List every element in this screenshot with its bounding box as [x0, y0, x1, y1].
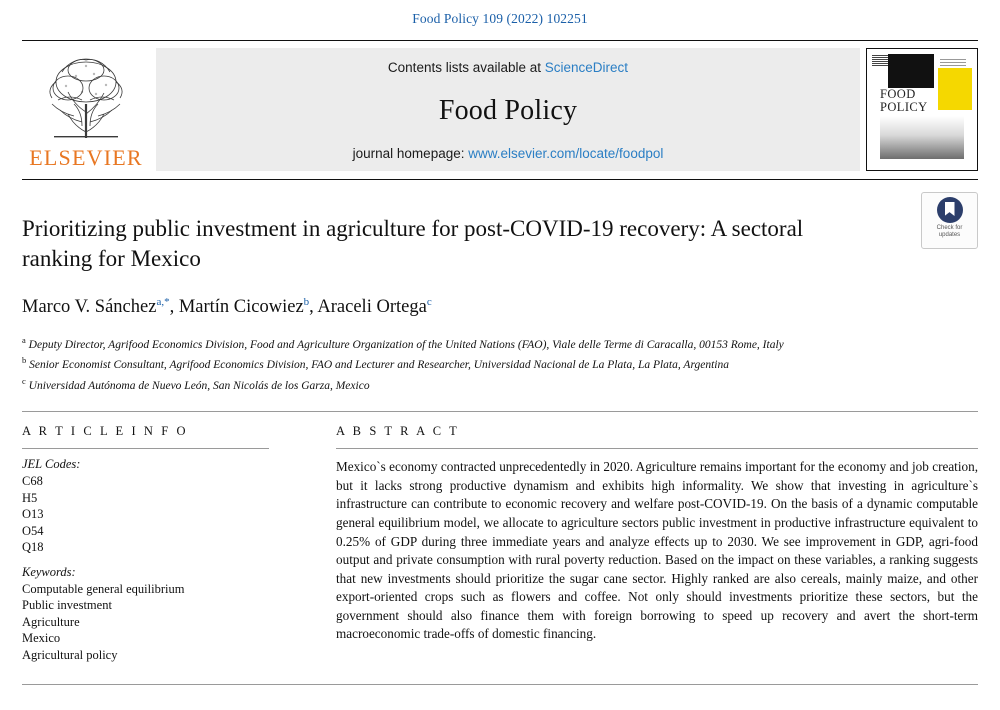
affiliation-list — [22, 333, 978, 394]
affiliation-item — [22, 374, 978, 394]
crossmark-check-for-updates-badge[interactable] — [921, 192, 978, 249]
article-info-divider — [22, 448, 269, 449]
elsevier-logo — [22, 48, 150, 171]
affiliation-mark: a — [22, 335, 26, 346]
keyword-item: Public investment — [22, 598, 112, 613]
elsevier-tree-icon — [38, 52, 134, 144]
info-abstract-columns — [22, 424, 978, 663]
abstract-divider — [336, 448, 978, 449]
keyword-item: Mexico — [22, 631, 61, 646]
author-entry — [317, 297, 431, 317]
journal-banner — [156, 48, 860, 171]
cover-line-art — [940, 58, 966, 66]
crossmark-label-line2: updates — [938, 232, 961, 238]
homepage-prefix: journal homepage: — [352, 146, 465, 161]
author-separator: , — [169, 297, 179, 318]
author-entry — [22, 297, 179, 317]
cover-black-block — [888, 54, 934, 88]
article-info-heading: A R T I C L E I N F O — [22, 424, 189, 439]
journal-homepage-link[interactable]: www.elsevier.com/locate/foodpol — [468, 146, 664, 161]
jel-code: Q18 — [22, 540, 44, 555]
cover-title-line2: POLICY — [880, 99, 928, 114]
keywords-label: Keywords: — [22, 564, 76, 579]
jel-codes-label: JEL Codes: — [22, 457, 81, 472]
sciencedirect-link[interactable]: ScienceDirect — [544, 60, 629, 75]
article-info-column — [22, 424, 290, 663]
crossmark-label-line1: Check for — [936, 225, 963, 231]
author-marks[interactable]: a,* — [156, 296, 170, 308]
title-block — [22, 214, 978, 274]
jel-code: C68 — [22, 474, 43, 489]
cover-journal-name — [880, 88, 928, 113]
keyword-item: Computable general equilibrium — [22, 581, 185, 596]
cover-artwork — [872, 54, 972, 165]
author-separator: , — [309, 297, 318, 318]
affiliation-text: Universidad Autónoma de Nuevo León, San Nicolás de los Garza, Mexico — [28, 379, 370, 392]
journal-masthead — [22, 40, 978, 180]
journal-cover-thumbnail — [866, 48, 978, 171]
cover-title-line1: FOOD — [880, 87, 916, 101]
affiliation-text: Senior Economist Consultant, Agrifood Economics Division, FAO and Lecturer and Researcher, Universidad Nacional de La Plata, La Plata, Argentina — [29, 359, 729, 372]
jel-code: O54 — [22, 523, 44, 538]
cover-gradient-image — [880, 116, 964, 159]
author-marks[interactable]: b — [303, 296, 310, 308]
spacer — [22, 556, 290, 565]
affiliation-text: Deputy Director, Agrifood Economics Division, Food and Agriculture Organization of the United Nations (FAO), Viale delle Terme di Caracalla, 00153 Rome, Italy — [28, 338, 784, 351]
contents-line — [388, 60, 628, 75]
affiliation-mark: c — [22, 375, 26, 386]
cover-yellow-block — [938, 68, 972, 110]
keyword-item: Agriculture — [22, 614, 80, 629]
abstract-text: Mexico`s economy contracted unprecedentedly in 2020. Agriculture remains important for the economy and job creation, but it lacks strong productive dynamism and exhibits high informality. We show that investing in agriculture`s infrastructure can contribute to economic recovery and welfare post-COVID-19. On the basis of a dynamic computable general equilibrium model, we allocate to agriculture sectors public investment in productive infrastructure equivalent to 0.25% of GDP during three immediate years and analyze effects up to 2030. We see improvement in GDP, agri-food output and private consumption with rural poverty reduction. Based on the impact on these variables, a ranking suggests that new investments should prioritize the sugar cane sector. Highly ranked are also cereals, mainly maize, and other export-oriented crops such as flowers and coffee. Not only should investments prioritize these sectors, but the government should also finance them with foreign borrowing to speed up recovery and avert the short-term macroeconomic trade-offs of domestic financing. — [336, 459, 978, 642]
running-head: Food Policy 109 (2022) 102251 — [412, 11, 588, 26]
crossmark-label — [937, 225, 963, 239]
jel-code: H5 — [22, 490, 38, 505]
affiliation-item — [22, 333, 978, 353]
author-name: Araceli Ortega — [317, 297, 427, 318]
affiliation-mark: b — [22, 355, 27, 366]
keyword-item: Agricultural policy — [22, 647, 118, 662]
journal-title: Food Policy — [438, 94, 578, 126]
page-bottom-divider — [22, 684, 978, 685]
contents-prefix: Contents lists available at — [387, 60, 542, 75]
author-name: Marco V. Sánchez — [22, 297, 157, 318]
abstract-heading: A B S T R A C T — [336, 424, 460, 439]
abstract-column — [290, 424, 978, 663]
author-name: Martín Cicowiez — [178, 297, 304, 318]
crossmark-icon — [937, 197, 963, 223]
page-title: Prioritizing public investment in agriculture for post-COVID-19 recovery: A sectoral ranking for Mexico — [22, 216, 804, 271]
affiliation-item — [22, 353, 978, 373]
author-entry — [179, 297, 318, 317]
homepage-line — [353, 146, 664, 161]
cover-barcode-icon — [872, 54, 888, 66]
elsevier-wordmark: ELSEVIER — [29, 145, 143, 170]
author-list — [22, 296, 978, 318]
author-marks[interactable]: c — [426, 296, 432, 308]
jel-code: O13 — [22, 507, 44, 522]
section-divider — [22, 411, 978, 412]
